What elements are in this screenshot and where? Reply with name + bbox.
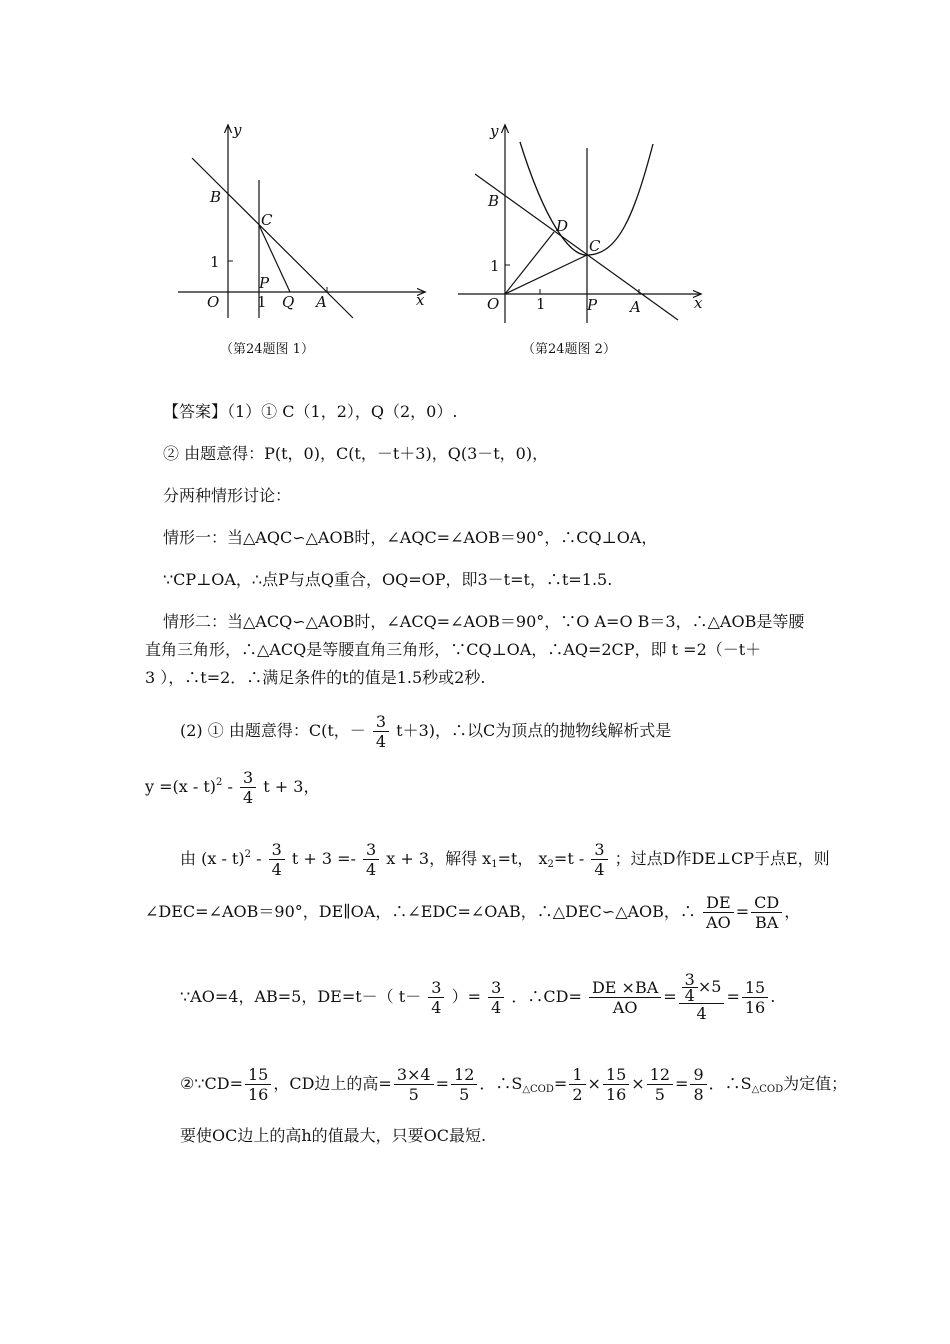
label-y: y xyxy=(233,121,242,139)
answer-line-15: 要使OC边上的高h的值最大，只要OC最短. xyxy=(180,1126,487,1145)
label-one: 1 xyxy=(490,257,500,275)
fraction-cd-ba: $\frac{CD}{BA}$ xyxy=(751,893,782,932)
label-p1: 1 xyxy=(257,293,267,311)
fraction-nested: $\frac{3}{4}$ ×5 4 xyxy=(679,972,725,1023)
fraction-3-4: $\frac{3}{4}$ xyxy=(269,840,285,879)
answer-line-11: 由 (x - t)$^2$ - $\frac{3}{4}$ t + 3 =- $\frac{3}{4}$ x + 3，解得 $x_1=t$， $x_2=t$ - $\frac{3}{4}$ ；过点D作DE⊥CP于点E，则 xyxy=(180,840,830,879)
answer-line-2: ② 由题意得：P(t，0)，C(t，－t＋3)，Q(3－t，0)， xyxy=(163,444,549,463)
answer-line-8: 3 ），∴t=2．∴满足条件的t的值是1.5秒或2秒. xyxy=(145,668,486,687)
fraction-de-ba-over-ao: $\frac{DE \times BA}{AO}$ xyxy=(589,978,661,1017)
segment-oc xyxy=(505,255,587,294)
label-c: C xyxy=(261,211,273,229)
answer-line-1: 【答案】（1）① C（1，2），Q（2，0）. xyxy=(163,402,458,421)
fraction-12-5: $\frac{12}{5}$ xyxy=(451,1065,477,1104)
answer-line-10: y =(x - t)$^2$ - $\frac{3}{4}$ t + 3， xyxy=(145,768,320,807)
answer-line-9: (2) ① 由题意得：C(t，－ $\frac{3}{4}$ t＋3)，∴以C为顶点的抛物线解析式是 xyxy=(180,712,672,751)
label-d: D xyxy=(556,217,569,235)
answer-line-7: 直角三角形，∴△ACQ是等腰直角三角形，∵CQ⊥OA，∴AQ=2CP，即 t =2（－t＋ xyxy=(145,640,762,659)
label-c: C xyxy=(589,237,601,255)
label-p: P xyxy=(587,296,598,314)
fraction-3-4: $\frac{3}{4}$ xyxy=(591,840,607,879)
fraction-de-ao: $\frac{DE}{AO}$ xyxy=(703,893,734,932)
fraction-9-8: $\frac{9}{8}$ xyxy=(690,1065,706,1104)
answer-line-4: 情形一：当△AQC∽△AOB时，∠AQC=∠AOB＝90°，∴CQ⊥OA， xyxy=(163,528,658,547)
label-a: A xyxy=(630,298,641,316)
label-b: B xyxy=(210,188,222,206)
label-p1: 1 xyxy=(536,295,546,313)
fraction-3-4: $\frac{3}{4}$ xyxy=(373,712,389,751)
fraction-3-4: $\frac{3}{4}$ xyxy=(428,978,444,1017)
answer-line-6: 情形二：当△ACQ∽△AOB时，∠ACQ=∠AOB＝90°，∵O A=O B＝3，∴△AOB是等腰 xyxy=(163,612,805,631)
figure-1-caption: （第24题图 1） xyxy=(220,342,314,357)
label-x: x xyxy=(694,294,703,312)
answer-line-13: ∵AO=4，AB=5，DE=t－（ t－ $\frac{3}{4}$ ）= $\frac{3}{4}$ ．∴CD= $\frac{DE \times BA}{AO}$ = $\frac{3}{4}$ ×5 4 = $\frac{15}{16}$ . xyxy=(180,970,776,1023)
label-a: A xyxy=(316,293,327,311)
figure-2 xyxy=(450,118,720,328)
figure-1 xyxy=(170,118,440,328)
answer-line-14: ②∵CD= $\frac{15}{16}$ ，CD边上的高= $\frac{3\times 4}{5}$ = $\frac{12}{5}$ ．$\therefore S_{\triangle COD}=$ $\frac{1}{2}$ × $\frac{15}{16}$ × $\frac{12}{5}$ = $\frac{9}{8}$ ．$\therefore S_{\triangle COD}$为定值； xyxy=(180,1065,848,1104)
label-b: B xyxy=(488,192,500,210)
label-o: O xyxy=(487,295,500,313)
label-o: O xyxy=(207,293,220,311)
fraction-3-4: $\frac{3}{4}$ xyxy=(240,768,256,807)
fraction-12-5: $\frac{12}{5}$ xyxy=(647,1065,673,1104)
label-one: 1 xyxy=(210,253,220,271)
fraction-1-2: $\frac{1}{2}$ xyxy=(569,1065,585,1104)
answer-line-12: ∠DEC=∠AOB＝90°，DE∥OA，∴∠EDC=∠OAB，∴△DEC∽△AOB，∴ $\frac{DE}{AO}$ = $\frac{CD}{BA}$ ， xyxy=(145,893,801,932)
label-y: y xyxy=(490,122,499,140)
label-q: Q xyxy=(282,293,295,311)
fraction-3-4: $\frac{3}{4}$ xyxy=(488,978,504,1017)
segment-od xyxy=(505,232,554,294)
fraction-15-16: $\frac{15}{16}$ xyxy=(742,978,768,1017)
figure-2-caption: （第24题图 2） xyxy=(522,342,616,357)
fraction-3-4: $\frac{3}{4}$ xyxy=(363,840,379,879)
answer-line-3: 分两种情形讨论： xyxy=(163,486,292,505)
fraction-12-5-calc: $\frac{3\times 4}{5}$ xyxy=(394,1065,434,1104)
answer-line-5: ∵CP⊥OA，∴点P与点Q重合，OQ=OP，即3－t=t，∴t=1.5. xyxy=(163,570,613,589)
label-x: x xyxy=(416,291,425,309)
label-p: P xyxy=(259,274,270,292)
fraction-15-16: $\frac{15}{16}$ xyxy=(245,1065,271,1104)
fraction-15-16: $\frac{15}{16}$ xyxy=(603,1065,629,1104)
